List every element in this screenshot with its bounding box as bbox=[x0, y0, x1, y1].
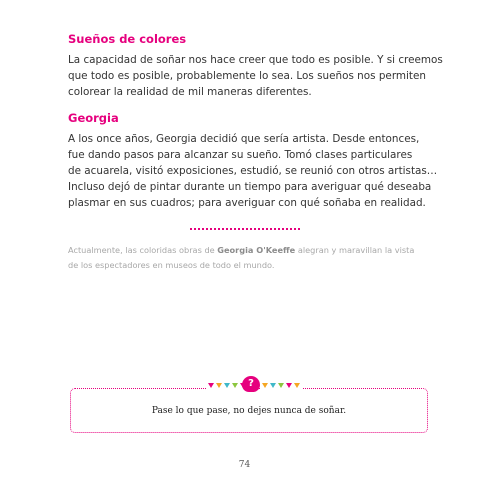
paragraph-line: Incluso dejó de pintar durante un tiempo para averiguar qué deseaba bbox=[68, 181, 432, 193]
caption-line-2: de los espectadores en museos de todo el mundo. bbox=[68, 260, 275, 270]
caption-line-1 bbox=[68, 243, 428, 258]
bunting-flag-icon bbox=[232, 383, 238, 388]
bunting-flag-icon bbox=[262, 383, 268, 388]
paragraph-line: A los once años, Georgia decidió que sería artista. Desde entonces, bbox=[68, 133, 420, 145]
caption bbox=[68, 243, 428, 273]
bunting-flag-icon bbox=[208, 383, 214, 388]
cloud-icon: ? bbox=[242, 376, 260, 392]
bunting-flag-icon bbox=[278, 383, 284, 388]
page-number: 74 bbox=[238, 460, 251, 470]
caption-suffix: alegran y maravillan la vista bbox=[295, 245, 415, 255]
paragraph-line: colorear la realidad de mil maneras diferentes. bbox=[68, 86, 312, 98]
bunting-right bbox=[260, 380, 302, 394]
paragraph-line: fue dando pasos para alcanzar su sueño. Tomó clases particulares bbox=[68, 149, 413, 161]
paragraph-line: La capacidad de soñar nos hace creer que todo es posible. Y si creemos bbox=[68, 54, 443, 66]
dotted-separator bbox=[190, 228, 300, 230]
bunting-flag-icon bbox=[294, 383, 300, 388]
section-paragraph-suenos bbox=[68, 52, 443, 100]
bunting-flag-icon bbox=[286, 383, 292, 388]
bunting-flag-icon bbox=[216, 383, 222, 388]
quote-box bbox=[70, 378, 428, 433]
paragraph-line: de acuarela, visitó exposiciones, estudió, se reunió con otros artistas… bbox=[68, 165, 438, 177]
quote-text: Pase lo que pase, no dejes nunca de soñar. bbox=[151, 406, 347, 416]
caption-artist-name: Georgia O'Keeffe bbox=[217, 245, 296, 255]
section-heading-suenos: Sueños de colores bbox=[68, 32, 187, 46]
section-heading-georgia: Georgia bbox=[68, 111, 119, 125]
caption-prefix: Actualmente, las coloridas obras de bbox=[68, 245, 218, 255]
bunting-flag-icon bbox=[270, 383, 276, 388]
section-paragraph-georgia bbox=[68, 131, 438, 211]
bunting-flag-icon bbox=[224, 383, 230, 388]
paragraph-line: plasmar en sus cuadros; para averiguar con qué soñaba en realidad. bbox=[68, 197, 426, 209]
paragraph-line: que todo es posible, probablemente lo sea. Los sueños nos permiten bbox=[68, 70, 426, 82]
